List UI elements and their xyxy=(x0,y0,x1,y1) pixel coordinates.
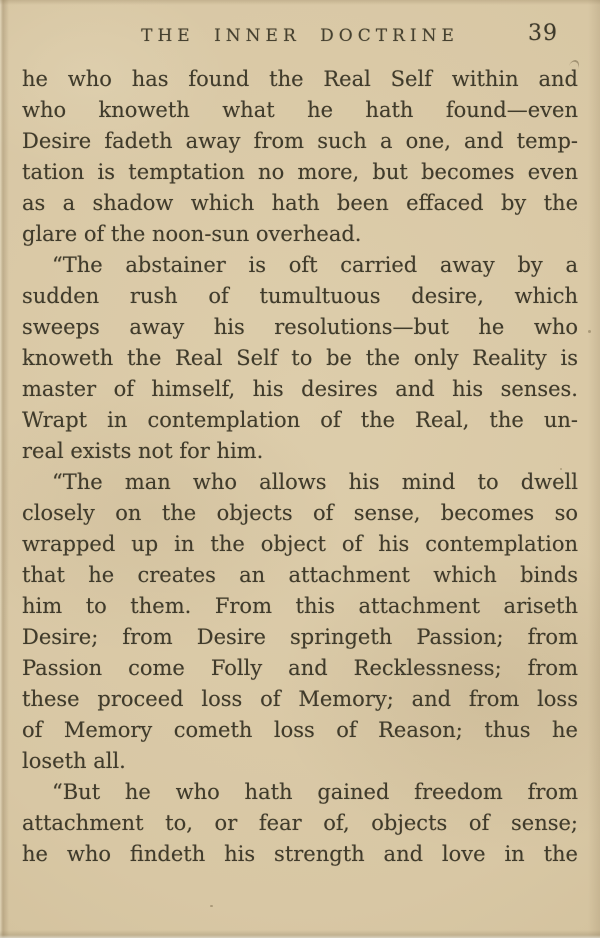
text-line: of Memory cometh loss of Reason; thus he xyxy=(22,718,578,742)
text-line: glare of the noon-sun overhead. xyxy=(22,222,362,246)
text-line: Passion come Folly and Recklessness; from xyxy=(22,656,578,680)
text-line: “The man who allows his mind to dwell xyxy=(52,470,578,494)
text-line: him to them. From this attachment ariseth xyxy=(22,594,578,618)
text-line: knoweth the Real Self to be the only Reality is xyxy=(22,346,578,370)
text-line: he who has found the Real Self within and xyxy=(22,67,578,91)
text-line: master of himself, his desires and his senses. xyxy=(22,377,578,401)
text-line: Desire; from Desire springeth Passion; from xyxy=(22,625,578,649)
text-line: real exists not for him. xyxy=(22,439,264,463)
text-line: tation is temptation no more, but becomes even xyxy=(22,160,578,184)
page-number: 39 xyxy=(528,21,558,46)
text-line: that he creates an attachment which binds xyxy=(22,563,578,587)
text-line: he who findeth his strength and love in the xyxy=(22,842,578,866)
running-header-title: THE INNER DOCTRINE xyxy=(141,26,459,46)
text-line: wrapped up in the object of his contemplation xyxy=(22,532,578,556)
paper-speck xyxy=(588,330,591,333)
text-line: these proceed loss of Memory; and from loss xyxy=(22,687,578,711)
paper-speck xyxy=(560,468,562,470)
text-line: Wrapt in contemplation of the Real, the un- xyxy=(22,408,578,432)
text-line: “The abstainer is oft carried away by a xyxy=(52,253,578,277)
paper-speck xyxy=(210,905,213,907)
text-line: sweeps away his resolutions—but he who xyxy=(22,315,578,339)
text-line: Desire fadeth away from such a one, and temp- xyxy=(22,129,578,153)
text-line: closely on the objects of sense, becomes so xyxy=(22,501,578,525)
text-line: as a shadow which hath been effaced by the xyxy=(22,191,578,215)
text-line: who knoweth what he hath found—even xyxy=(22,98,578,122)
text-line: sudden rush of tumultuous desire, which xyxy=(22,284,578,308)
text-line: attachment to, or fear of, objects of sense; xyxy=(22,811,578,835)
page-body xyxy=(22,64,578,870)
text-line: “But he who hath gained freedom from xyxy=(52,780,578,804)
text-line: loseth all. xyxy=(22,749,126,773)
